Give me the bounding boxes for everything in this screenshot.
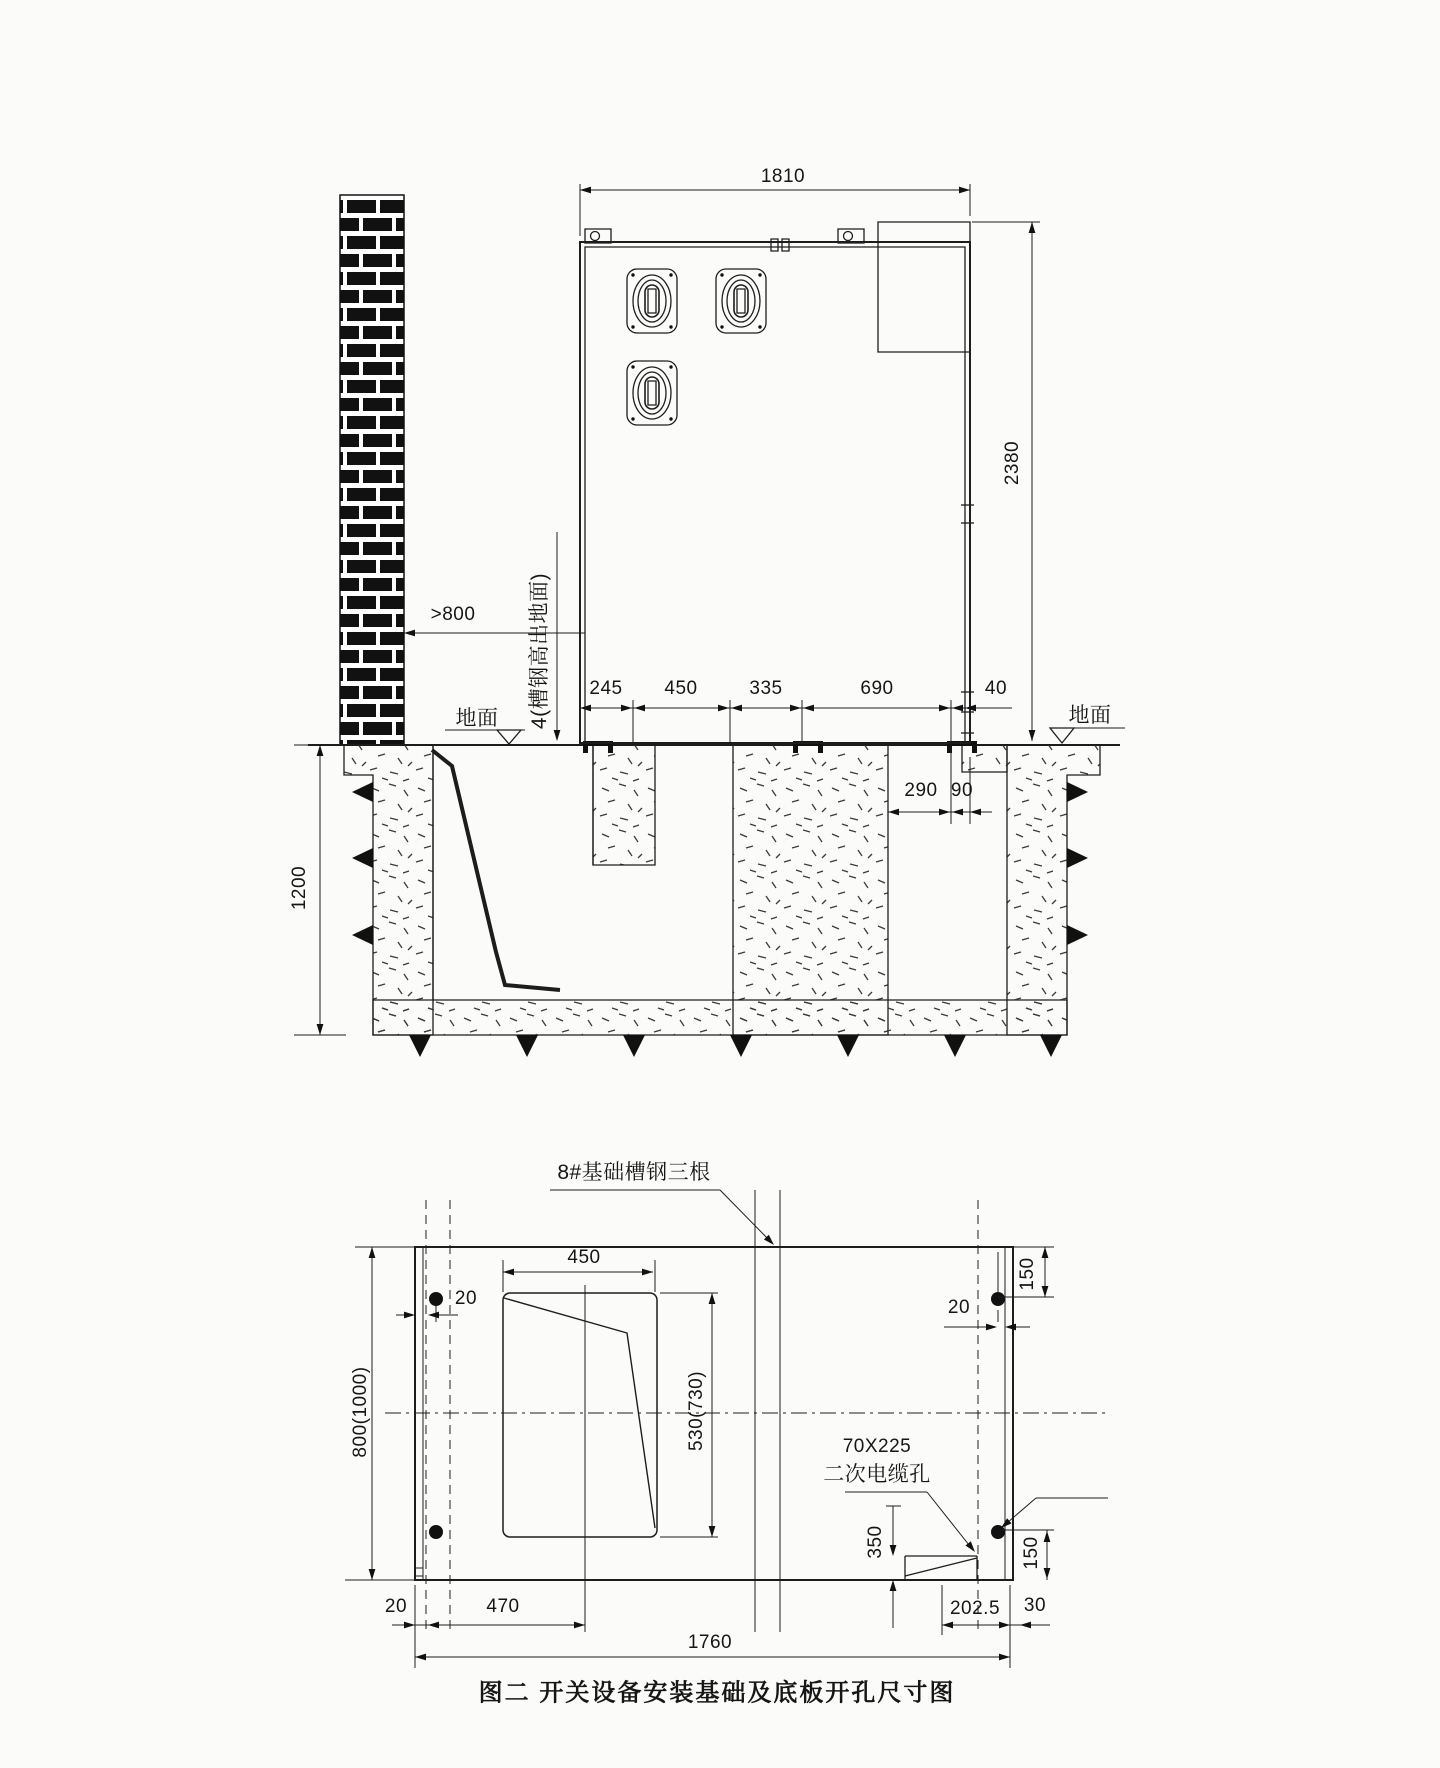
plan-view [345,1190,1108,1668]
dim-label-30: 30 [1023,1595,1047,1616]
ground-label-left: 地面 [455,707,499,730]
dim-label-90: 90 [950,780,974,801]
note-channel-above-ground: 4(槽钢高出地面) [528,572,551,730]
dim-label-335: 335 [749,678,783,699]
ground-label-right: 地面 [1068,704,1112,727]
dim-wall-clearance [404,630,585,637]
bushing-3 [627,361,677,425]
dim-label-plate-depth: 800(1000) [350,1366,371,1458]
ground-symbol-right [1050,728,1125,743]
dim-label-cabinet-width: 1810 [760,166,806,187]
dim-label-450e: 450 [664,678,698,699]
figure-caption: 图二 开关设备安装基础及底板开孔尺寸图 [478,1679,956,1707]
label-cable-hole-name: 二次电缆孔 [823,1463,931,1486]
bushing-1 [627,269,677,333]
dim-label-cabinet-height: 2380 [1002,440,1023,486]
dim-label-202-5: 202.5 [949,1598,1001,1619]
leader-channel-note [554,532,561,741]
dim-label-350: 350 [865,1525,886,1559]
dim-label-opening-height: 530(730) [686,1370,707,1452]
lifting-clamps [585,229,864,251]
bushing-2 [716,269,766,333]
cabinet-outline [580,222,974,743]
dim-label-bolt-top: 150 [1017,1257,1038,1291]
dim-label-40: 40 [984,678,1008,699]
dim-label-20-bottom: 20 [384,1596,408,1617]
dim-label-290: 290 [904,780,938,801]
cable-line [432,750,560,990]
dim-150-bottom [1000,1498,1108,1580]
leader-channel-note-plan [550,1190,774,1245]
anchor-bolts [429,1292,1005,1539]
dim-trench [888,809,992,816]
dim-label-245: 245 [589,678,623,699]
dim-label-wall-clearance: >800 [430,604,476,625]
note-foundation-channels: 8#基础槽钢三根 [557,1161,711,1184]
dim-label-gap-right: 20 [947,1297,971,1318]
dim-label-gap-left: 20 [454,1288,478,1309]
ground-symbol-left [445,730,525,744]
dim-label-470: 470 [486,1596,520,1617]
secondary-cable-hole [905,1556,977,1580]
dim-label-1760: 1760 [687,1632,733,1653]
dim-label-bolt-bottom: 150 [1021,1536,1042,1570]
label-cable-hole-size: 70X225 [842,1436,912,1457]
bushing-insulators [627,269,766,425]
brick-wall [340,195,404,745]
dim-20-left [396,1306,458,1322]
dim-label-690: 690 [860,678,894,699]
dim-1810 [580,184,970,236]
elevation-view [294,184,1125,1057]
dim-350 [886,1506,901,1628]
dim-label-opening-width: 450 [567,1247,601,1268]
dim-label-pit-depth: 1200 [289,865,310,911]
